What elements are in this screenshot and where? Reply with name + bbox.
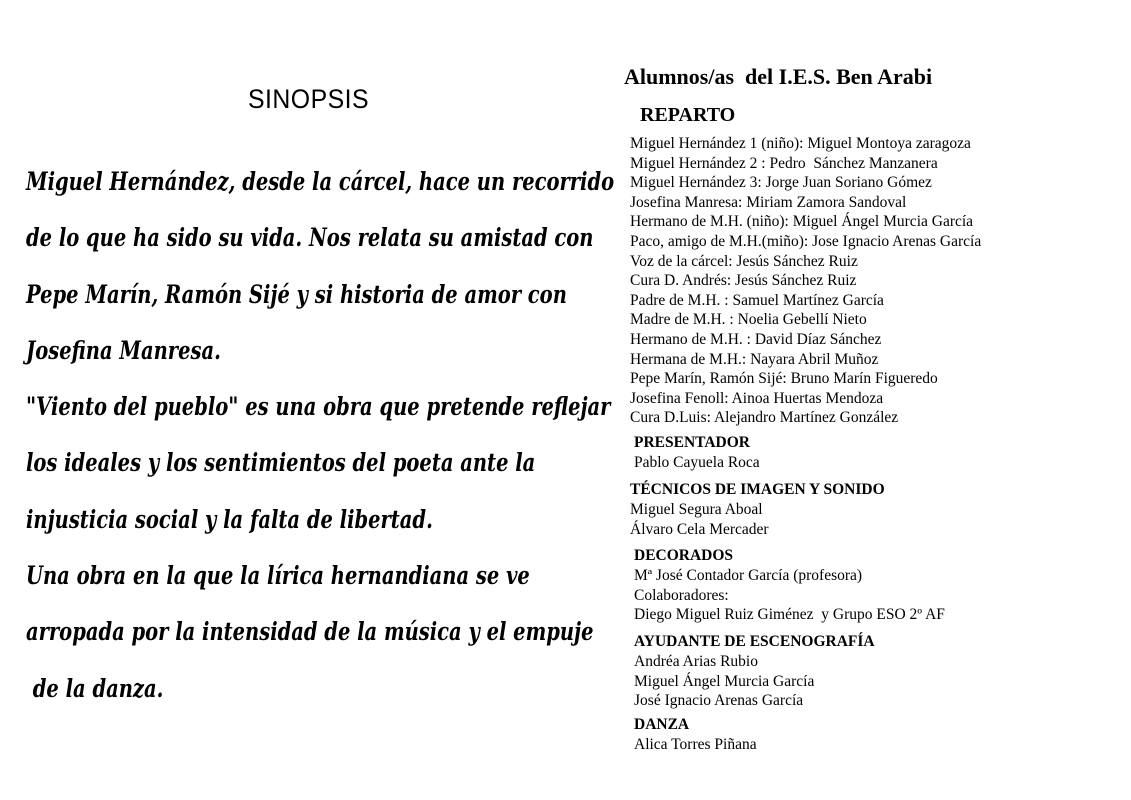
sinopsis-line: de lo que ha sido su vida. Nos relata su amistad con xyxy=(26,223,594,253)
cast-line: Miguel Hernández 3: Jorge Juan Soriano Gómez xyxy=(630,174,932,192)
cast-line: Cura D. Andrés: Jesús Sánchez Ruiz xyxy=(630,272,857,290)
tecnicos-heading: TÉCNICOS DE IMAGEN Y SONIDO xyxy=(630,481,885,498)
sinopsis-line: de la danza. xyxy=(26,673,164,703)
cast-list xyxy=(630,134,1027,428)
presentador-line: Pablo Cayuela Roca xyxy=(634,454,760,471)
ayudante-heading: AYUDANTE DE ESCENOGRAFÍA xyxy=(634,633,875,650)
danza-line: Alica Torres Piñana xyxy=(634,736,757,753)
sinopsis-line: injusticia social y la falta de libertad. xyxy=(26,504,433,534)
sinopsis-body xyxy=(26,154,615,717)
decorados-line: Diego Miguel Ruiz Giménez y Grupo ESO 2º AF xyxy=(634,606,945,624)
decorados-section xyxy=(634,546,1114,625)
sinopsis-line: Josefina Manresa. xyxy=(26,335,221,365)
presentador-heading: PRESENTADOR xyxy=(634,434,750,451)
cast-line: Cura D.Luis: Alejandro Martínez González xyxy=(630,409,899,427)
tecnicos-section xyxy=(630,480,1110,539)
reparto-heading: REPARTO xyxy=(640,104,736,126)
cast-line: Paco, amigo de M.H.(miño): Jose Ignacio Arenas García xyxy=(630,232,982,250)
cast-line: Miguel Hernández 1 (niño): Miguel Montoya zaragoza xyxy=(630,135,971,152)
decorados-line: Colaboradores: xyxy=(634,586,729,604)
sinopsis-line: Una obra en la que la lírica hernandiana se ve xyxy=(26,561,530,591)
sinopsis-line: los ideales y los sentimientos del poeta ante la xyxy=(26,448,536,478)
cast-line: Hermano de M.H. (niño): Miguel Ángel Murcia García xyxy=(630,213,974,231)
ayudante-line: José Ignacio Arenas García xyxy=(634,692,804,710)
cast-line: Josefina Manresa: Miriam Zamora Sandoval xyxy=(630,193,907,211)
tecnicos-line: Miguel Segura Aboal xyxy=(630,501,763,518)
decorados-line: Mª José Contador García (profesora) xyxy=(634,567,863,584)
danza-section xyxy=(634,715,1114,755)
cast-line: Voz de la cárcel: Jesús Sánchez Ruiz xyxy=(630,252,858,270)
school-heading: Alumnos/as del I.E.S. Ben Arabi xyxy=(624,64,933,89)
cast-line: Pepe Marín, Ramón Sijé: Bruno Marín Figueredo xyxy=(630,370,938,388)
sinopsis-line: Miguel Hernández, desde la cárcel, hace un recorrido xyxy=(26,167,615,196)
presentador-section xyxy=(634,433,1114,473)
decorados-heading: DECORADOS xyxy=(634,547,734,564)
cast-line: Hermana de M.H.: Nayara Abril Muñoz xyxy=(630,350,879,368)
sinopsis-line: arropada por la intensidad de la música y el empuje xyxy=(26,617,594,647)
ayudante-section xyxy=(634,632,1114,711)
sinopsis-line: "Viento del pueblo" es una obra que pretende reflejar xyxy=(26,392,611,422)
ayudante-line: Andréa Arias Rubio xyxy=(634,653,758,670)
cast-line: Miguel Hernández 2 : Pedro Sánchez Manzanera xyxy=(630,154,938,172)
tecnicos-line: Álvaro Cela Mercader xyxy=(630,520,769,538)
cast-line: Hermano de M.H. : David Díaz Sánchez xyxy=(630,330,882,348)
danza-heading: DANZA xyxy=(634,716,690,733)
ayudante-line: Miguel Ángel Murcia García xyxy=(634,672,815,690)
cast-line: Josefina Fenoll: Ainoa Huertas Mendoza xyxy=(630,389,884,407)
sinopsis-line: Pepe Marín, Ramón Sijé y si historia de amor con xyxy=(26,279,567,309)
cast-line: Padre de M.H. : Samuel Martínez García xyxy=(630,291,884,309)
cast-line: Madre de M.H. : Noelia Gebellí Nieto xyxy=(630,311,867,329)
sinopsis-title: SINOPSIS xyxy=(248,84,370,114)
